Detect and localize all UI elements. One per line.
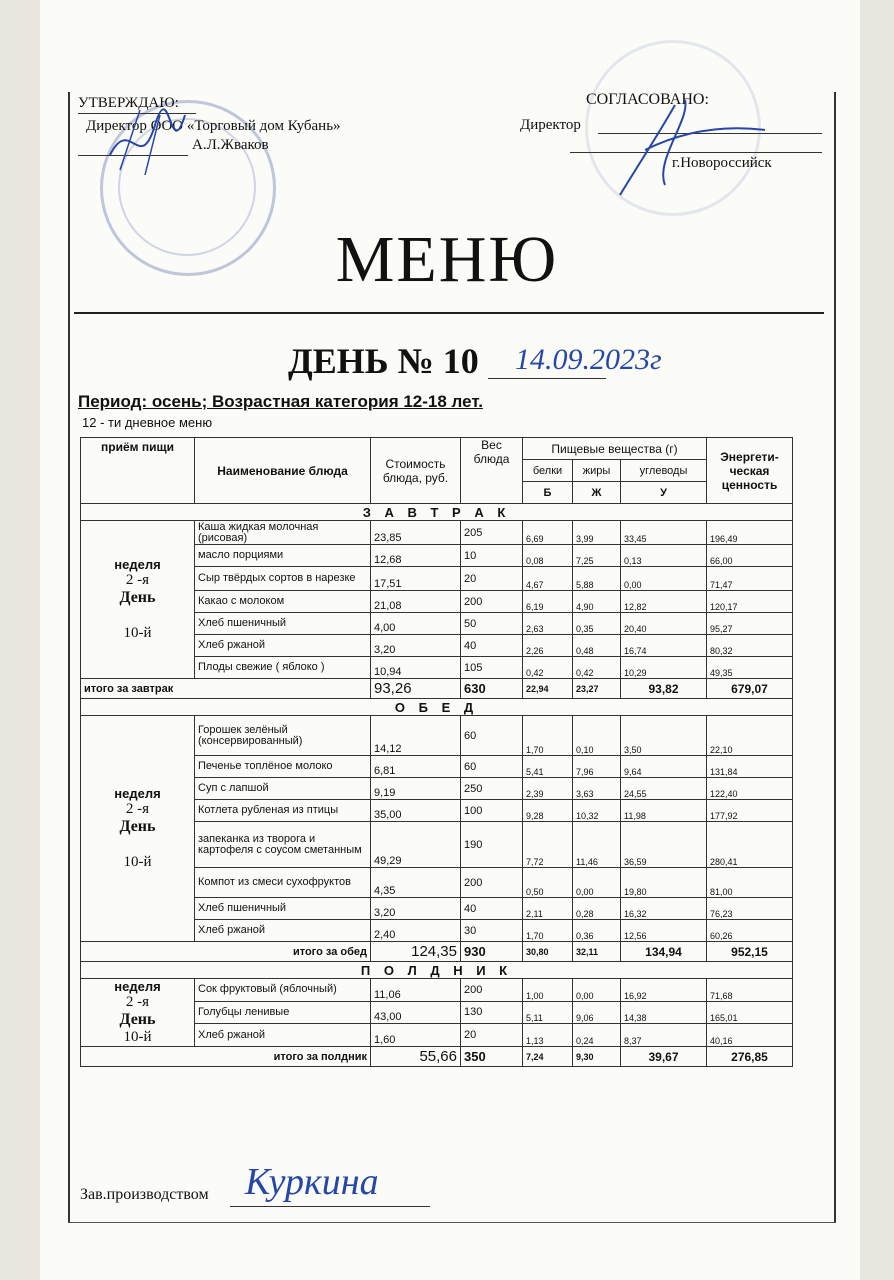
dish-protein: 2,63 bbox=[523, 613, 573, 635]
dish-protein: 0,42 bbox=[523, 657, 573, 679]
agree-title: СОГЛАСОВАНО: bbox=[586, 91, 709, 108]
dish-energy: 120,17 bbox=[707, 591, 793, 613]
dish-energy: 177,92 bbox=[707, 800, 793, 822]
col-fat-letter: Ж bbox=[573, 482, 621, 504]
meal-cell-week-label: неделя bbox=[114, 557, 161, 572]
meal-cell-week-label: неделя bbox=[114, 979, 161, 994]
dish-protein: 1,00 bbox=[523, 979, 573, 1002]
dish-fat: 0,48 bbox=[573, 635, 621, 657]
dish-energy: 196,49 bbox=[707, 521, 793, 545]
dish-protein: 1,70 bbox=[523, 920, 573, 942]
table-body bbox=[81, 504, 793, 1067]
total-label: итого за обед bbox=[81, 942, 371, 962]
dish-fat: 9,06 bbox=[573, 1001, 621, 1024]
dish-energy: 71,47 bbox=[707, 567, 793, 591]
snack-section-row bbox=[81, 962, 793, 979]
dish-cost: 2,40 bbox=[371, 920, 461, 942]
dish-weight: 20 bbox=[461, 567, 523, 591]
breakfast-section-row bbox=[81, 504, 793, 521]
total-weight: 630 bbox=[461, 679, 523, 699]
dish-fat: 3,99 bbox=[573, 521, 621, 545]
dish-energy: 60,26 bbox=[707, 920, 793, 942]
footer-label: Зав.производством bbox=[80, 1186, 209, 1203]
col-nutrients: Пищевые вещества (г) bbox=[523, 438, 707, 460]
table-header-row bbox=[81, 438, 793, 460]
dish-protein: 4,67 bbox=[523, 567, 573, 591]
total-energy: 952,15 bbox=[707, 942, 793, 962]
day-number: ДЕНЬ № 10 bbox=[288, 341, 479, 381]
dish-weight: 60 bbox=[461, 716, 523, 756]
dish-fat: 0,28 bbox=[573, 898, 621, 920]
dish-cost: 17,51 bbox=[371, 567, 461, 591]
dish-weight: 50 bbox=[461, 613, 523, 635]
dish-protein: 0,50 bbox=[523, 868, 573, 898]
dish-carbs: 16,74 bbox=[621, 635, 707, 657]
col-protein: белки bbox=[523, 460, 573, 482]
col-weight: Вес блюда bbox=[461, 438, 523, 504]
dish-energy: 280,41 bbox=[707, 822, 793, 868]
dish-fat: 0,10 bbox=[573, 716, 621, 756]
dish-name: Компот из смеси сухофруктов bbox=[195, 868, 371, 898]
dish-energy: 22,10 bbox=[707, 716, 793, 756]
dish-weight: 190 bbox=[461, 822, 523, 868]
dish-name: масло порциями bbox=[195, 545, 371, 567]
meal-cell-day-num: 10-й bbox=[123, 1029, 152, 1045]
total-fat: 9,30 bbox=[573, 1047, 621, 1067]
dish-fat: 0,36 bbox=[573, 920, 621, 942]
dish-protein: 5,41 bbox=[523, 756, 573, 778]
dish-energy: 165,01 bbox=[707, 1001, 793, 1024]
dish-carbs: 0,13 bbox=[621, 545, 707, 567]
dish-fat: 11,46 bbox=[573, 822, 621, 868]
dish-carbs: 24,55 bbox=[621, 778, 707, 800]
dish-protein: 6,69 bbox=[523, 521, 573, 545]
dish-weight: 250 bbox=[461, 778, 523, 800]
dish-energy: 49,35 bbox=[707, 657, 793, 679]
dish-name: Горошек зелёный (консервированный) bbox=[195, 716, 371, 756]
agree-city: г.Новороссийск bbox=[672, 155, 772, 171]
footer-signature-line bbox=[230, 1206, 430, 1207]
dish-protein: 6,19 bbox=[523, 591, 573, 613]
dish-cost: 12,68 bbox=[371, 545, 461, 567]
dish-weight: 10 bbox=[461, 545, 523, 567]
col-fat: жиры bbox=[573, 460, 621, 482]
dish-cost: 49,29 bbox=[371, 822, 461, 868]
col-protein-letter: Б bbox=[523, 482, 573, 504]
total-protein: 22,94 bbox=[523, 679, 573, 699]
dish-carbs: 33,45 bbox=[621, 521, 707, 545]
dish-cost: 14,12 bbox=[371, 716, 461, 756]
dish-name: Хлеб ржаной bbox=[195, 635, 371, 657]
total-weight: 930 bbox=[461, 942, 523, 962]
meal-cell-day-word: День bbox=[119, 818, 156, 835]
dish-carbs: 36,59 bbox=[621, 822, 707, 868]
dish-carbs: 8,37 bbox=[621, 1024, 707, 1047]
table-row bbox=[81, 716, 793, 756]
dish-protein: 1,70 bbox=[523, 716, 573, 756]
dish-carbs: 11,98 bbox=[621, 800, 707, 822]
dish-name: Хлеб ржаной bbox=[195, 920, 371, 942]
approve-signature bbox=[100, 95, 200, 185]
dish-name: Хлеб пшеничный bbox=[195, 613, 371, 635]
dish-protein: 5,11 bbox=[523, 1001, 573, 1024]
dish-fat: 3,63 bbox=[573, 778, 621, 800]
dish-weight: 20 bbox=[461, 1024, 523, 1047]
dish-carbs: 12,56 bbox=[621, 920, 707, 942]
total-label: итого за завтрак bbox=[81, 679, 371, 699]
total-carbs: 39,67 bbox=[621, 1047, 707, 1067]
breakfast-total-row bbox=[81, 679, 793, 699]
approve-name: А.Л.Жваков bbox=[192, 137, 269, 153]
dish-name: Печенье топлёное молоко bbox=[195, 756, 371, 778]
col-cost: Стоимость блюда, руб. bbox=[371, 438, 461, 504]
col-dish: Наименование блюда bbox=[195, 438, 371, 504]
agree-position: Директор bbox=[520, 117, 581, 133]
snack-meal-cell bbox=[81, 979, 195, 1047]
dish-weight: 130 bbox=[461, 1001, 523, 1024]
menu-table bbox=[80, 437, 793, 1067]
total-weight: 350 bbox=[461, 1047, 523, 1067]
dish-weight: 60 bbox=[461, 756, 523, 778]
dish-cost: 43,00 bbox=[371, 1001, 461, 1024]
table-row bbox=[81, 521, 793, 545]
dish-carbs: 0,00 bbox=[621, 567, 707, 591]
dish-carbs: 19,80 bbox=[621, 868, 707, 898]
dish-protein: 2,39 bbox=[523, 778, 573, 800]
dish-weight: 40 bbox=[461, 898, 523, 920]
dish-name: Сок фруктовый (яблочный) bbox=[195, 979, 371, 1002]
dish-energy: 80,32 bbox=[707, 635, 793, 657]
lunch-meal-cell bbox=[81, 716, 195, 942]
col-energy: Энергети-ческая ценность bbox=[707, 438, 793, 504]
dish-carbs: 12,82 bbox=[621, 591, 707, 613]
dish-protein: 9,28 bbox=[523, 800, 573, 822]
dish-cost: 3,20 bbox=[371, 635, 461, 657]
page-title: МЕНЮ bbox=[335, 223, 559, 296]
meal-cell-day-num: 10-й bbox=[123, 854, 152, 870]
breakfast-section-title: З А В Т Р А К bbox=[81, 504, 793, 521]
title-rule bbox=[74, 312, 824, 314]
col-carbs: углеводы bbox=[621, 460, 707, 482]
total-carbs: 93,82 bbox=[621, 679, 707, 699]
dish-cost: 4,35 bbox=[371, 868, 461, 898]
dish-carbs: 14,38 bbox=[621, 1001, 707, 1024]
dish-fat: 0,00 bbox=[573, 868, 621, 898]
dish-name: Плоды свежие ( яблоко ) bbox=[195, 657, 371, 679]
dish-weight: 100 bbox=[461, 800, 523, 822]
total-fat: 23,27 bbox=[573, 679, 621, 699]
dish-cost: 1,60 bbox=[371, 1024, 461, 1047]
period-info: Период: осень; Возрастная категория 12-18 лет. bbox=[78, 392, 483, 411]
dish-protein: 2,26 bbox=[523, 635, 573, 657]
dish-fat: 7,25 bbox=[573, 545, 621, 567]
lunch-section-title: О Б Е Д bbox=[81, 699, 793, 716]
dish-energy: 122,40 bbox=[707, 778, 793, 800]
dish-name: Котлета рубленая из птицы bbox=[195, 800, 371, 822]
dish-energy: 81,00 bbox=[707, 868, 793, 898]
dish-cost: 6,81 bbox=[371, 756, 461, 778]
dish-protein: 0,08 bbox=[523, 545, 573, 567]
meal-cell-day-word: День bbox=[119, 1011, 156, 1028]
dish-fat: 10,32 bbox=[573, 800, 621, 822]
dish-protein: 7,72 bbox=[523, 822, 573, 868]
dish-energy: 131,84 bbox=[707, 756, 793, 778]
dish-cost: 3,20 bbox=[371, 898, 461, 920]
meal-cell-week-num: 2 -я bbox=[125, 801, 150, 817]
total-cost: 93,26 bbox=[371, 679, 461, 699]
meal-cell-week-num: 2 -я bbox=[125, 572, 150, 588]
dish-fat: 0,35 bbox=[573, 613, 621, 635]
dish-energy: 40,16 bbox=[707, 1024, 793, 1047]
approve-title: УТВЕРЖДАЮ: bbox=[78, 95, 179, 111]
dish-weight: 30 bbox=[461, 920, 523, 942]
dish-protein: 1,13 bbox=[523, 1024, 573, 1047]
total-protein: 30,80 bbox=[523, 942, 573, 962]
meal-cell-week-label: неделя bbox=[114, 786, 161, 801]
dish-weight: 200 bbox=[461, 591, 523, 613]
dish-cost: 4,00 bbox=[371, 613, 461, 635]
total-energy: 679,07 bbox=[707, 679, 793, 699]
total-carbs: 134,94 bbox=[621, 942, 707, 962]
approve-position: Директор ООО «Торговый дом Кубань» bbox=[86, 118, 341, 134]
dish-protein: 2,11 bbox=[523, 898, 573, 920]
dish-weight: 200 bbox=[461, 979, 523, 1002]
total-protein: 7,24 bbox=[523, 1047, 573, 1067]
snack-total-row bbox=[81, 1047, 793, 1067]
table-row bbox=[81, 979, 793, 1002]
handwritten-date: 14.09.2023г bbox=[515, 343, 662, 376]
total-cost: 55,66 bbox=[371, 1047, 461, 1067]
dish-name: Хлеб ржаной bbox=[195, 1024, 371, 1047]
total-fat: 32,11 bbox=[573, 942, 621, 962]
menu-duration: 12 - ти дневное меню bbox=[82, 415, 213, 430]
lunch-total-row bbox=[81, 942, 793, 962]
dish-fat: 7,96 bbox=[573, 756, 621, 778]
dish-energy: 76,23 bbox=[707, 898, 793, 920]
dish-name: Каша жидкая молочная (рисовая) bbox=[195, 521, 371, 545]
dish-fat: 0,42 bbox=[573, 657, 621, 679]
dish-carbs: 16,32 bbox=[621, 898, 707, 920]
col-meal: приём пищи bbox=[81, 438, 195, 504]
date-underline bbox=[488, 378, 606, 379]
col-carbs-letter: У bbox=[621, 482, 707, 504]
dish-name: Голубцы ленивые bbox=[195, 1001, 371, 1024]
dish-energy: 95,27 bbox=[707, 613, 793, 635]
dish-carbs: 9,64 bbox=[621, 756, 707, 778]
meal-cell-day-num: 10-й bbox=[123, 625, 152, 641]
dish-weight: 40 bbox=[461, 635, 523, 657]
dish-cost: 35,00 bbox=[371, 800, 461, 822]
dish-carbs: 3,50 bbox=[621, 716, 707, 756]
dish-cost: 9,19 bbox=[371, 778, 461, 800]
dish-carbs: 20,40 bbox=[621, 613, 707, 635]
footer-signature: Куркина bbox=[245, 1161, 379, 1203]
dish-energy: 71,68 bbox=[707, 979, 793, 1002]
dish-name: Сыр твёрдых сортов в нарезке bbox=[195, 567, 371, 591]
dish-energy: 66,00 bbox=[707, 545, 793, 567]
dish-weight: 205 bbox=[461, 521, 523, 545]
dish-fat: 0,00 bbox=[573, 979, 621, 1002]
snack-section-title: П О Л Д Н И К bbox=[81, 962, 793, 979]
dish-weight: 200 bbox=[461, 868, 523, 898]
dish-cost: 11,06 bbox=[371, 979, 461, 1002]
dish-name: Хлеб пшеничный bbox=[195, 898, 371, 920]
dish-cost: 10,94 bbox=[371, 657, 461, 679]
dish-weight: 105 bbox=[461, 657, 523, 679]
dish-carbs: 10,29 bbox=[621, 657, 707, 679]
dish-cost: 21,08 bbox=[371, 591, 461, 613]
total-label: итого за полдник bbox=[81, 1047, 371, 1067]
dish-name: Суп с лапшой bbox=[195, 778, 371, 800]
breakfast-meal-cell bbox=[81, 521, 195, 679]
dish-fat: 4,90 bbox=[573, 591, 621, 613]
dish-cost: 23,85 bbox=[371, 521, 461, 545]
lunch-section-row bbox=[81, 699, 793, 716]
meal-cell-week-num: 2 -я bbox=[125, 994, 150, 1010]
meal-cell-day-word: День bbox=[119, 589, 156, 606]
total-energy: 276,85 bbox=[707, 1047, 793, 1067]
total-cost: 124,35 bbox=[371, 942, 461, 962]
dish-fat: 5,88 bbox=[573, 567, 621, 591]
dish-name: запеканка из творога и картофеля с соусом сметанным bbox=[195, 822, 371, 868]
dish-carbs: 16,92 bbox=[621, 979, 707, 1002]
agree-signature bbox=[595, 90, 775, 200]
dish-fat: 0,24 bbox=[573, 1024, 621, 1047]
dish-name: Какао с молоком bbox=[195, 591, 371, 613]
